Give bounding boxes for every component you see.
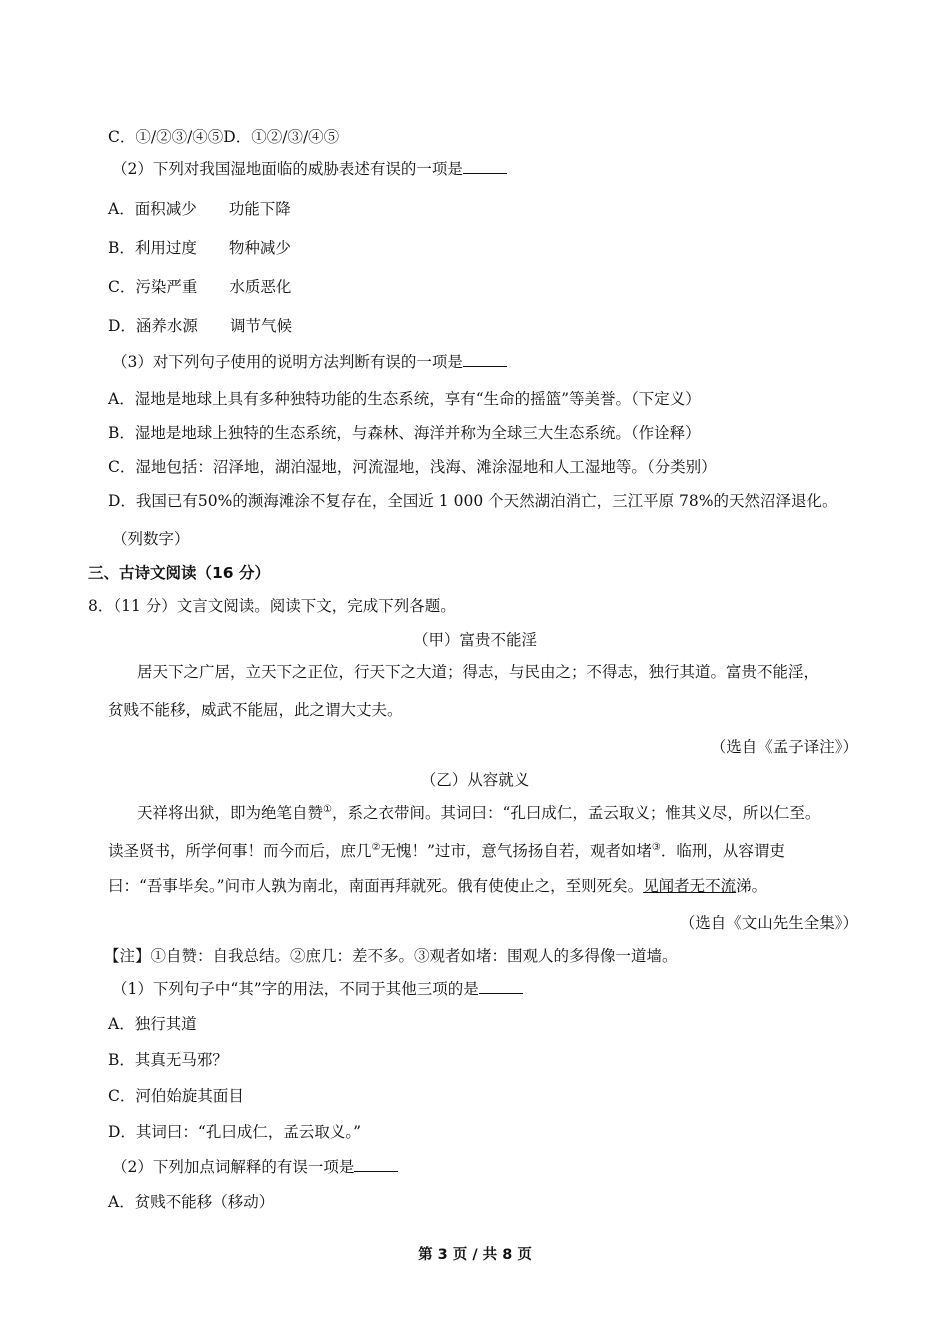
passage-jia-line: 贫贱不能移，威武不能屈，此之谓大丈夫。: [108, 701, 403, 719]
answer-blank[interactable]: [463, 352, 507, 367]
passage-jia-source: （选自《孟子译注》）: [710, 738, 858, 756]
footnote-mark: ③: [651, 842, 661, 853]
passage-yi-line: 曰：“吾事毕矣。”问市人孰为南北，南面再拜就死。俄有使使止之，至则死矣。见闻者无不流涕。: [108, 877, 768, 895]
q8-1-option-d: D．其词曰：“孔曰成仁，孟云取义。”: [108, 1123, 362, 1141]
q8-2-stem: （2）下列加点词解释的有误一项是: [112, 1156, 398, 1178]
passage-jia-title: （甲）富贵不能淫: [412, 631, 537, 649]
q7-2-option-d: D．涵养水源 调节气候: [108, 317, 292, 335]
q7-2-stem: （2）下列对我国湿地面临的威胁表述有误的一项是: [112, 158, 507, 180]
underlined-phrase: 见闻者无不流: [643, 877, 737, 895]
q8-stem: 8．（11 分）文言文阅读。阅读下文，完成下列各题。: [88, 597, 456, 615]
q7-3-option-d-cont: （列数字）: [112, 530, 190, 548]
answer-blank[interactable]: [463, 159, 507, 174]
q8-1-option-c: C．河伯始旋其面目: [108, 1087, 244, 1105]
passage-yi-line: 天祥将出狱，即为绝笔自赞①，系之衣带间。其词曰：“孔曰成仁，孟云取义；惟其义尽，所以仁至。: [137, 804, 821, 822]
q7-2-option-b: B．利用过度 物种减少: [108, 239, 291, 257]
q7-3-stem: （3）对下列句子使用的说明方法判断有误的一项是: [112, 351, 507, 373]
q7-2-option-a: A．面积减少 功能下降: [108, 200, 291, 218]
answer-blank[interactable]: [354, 1157, 398, 1172]
passage-yi-title: （乙）从容就义: [420, 771, 530, 789]
footnote-mark: ①: [323, 804, 332, 815]
q7-3-option-d: D．我国已有50%的濒海滩涂不复存在，全国近 1 000 个天然湖泊消亡，三江平原 78%的天然沼泽退化。: [108, 492, 838, 510]
section-heading: 三、古诗文阅读（16 分）: [88, 564, 270, 582]
q7-2-option-c: C．污染严重 水质恶化: [108, 278, 292, 296]
page-number: 第 3 页 / 共 8 页: [418, 1247, 532, 1263]
q7-3-option-c: C．湿地包括：沼泽地，湖泊湿地，河流湿地，浅海、滩涂湿地和人工湿地等。（分类别）: [108, 458, 717, 476]
passage-jia-line: 居天下之广居，立天下之正位，行天下之大道；得志，与民由之；不得志，独行其道。富贵不能淫，: [137, 663, 820, 681]
q7-3-option-b: B．湿地是地球上独特的生态系统，与森林、海洋并称为全球三大生态系统。（作诠释）: [108, 424, 701, 442]
q8-1-option-a: A．独行其道: [108, 1015, 197, 1033]
footnote-mark: ②: [371, 842, 381, 853]
passage-yi-source: （选自《文山先生全集》）: [679, 914, 858, 932]
passage-yi-line: 读圣贤书，所学何事！而今而后，庶几②无愧！”过市，意气扬扬自若，观者如堵③．临刑，从容谓吏: [108, 842, 785, 860]
q7-3-option-a: A．湿地是地球上具有多种独特功能的生态系统，享有“生命的摇篮”等美誉。（下定义）: [108, 390, 701, 408]
answer-blank[interactable]: [479, 979, 523, 994]
q7-option-cd: C．①/②③/④⑤D．①②/③/④⑤: [108, 128, 340, 146]
q8-2-option-a: A．贫贱不能移（移动）: [108, 1193, 275, 1211]
footnote: 【注】①自赞：自我总结。②庶几：差不多。③观者如堵：围观人的多得像一道墙。: [104, 947, 678, 965]
q8-1-stem: （1）下列句子中“其”字的用法，不同于其他三项的是: [112, 978, 523, 1000]
q8-1-option-b: B．其真无马邪？: [108, 1051, 228, 1069]
